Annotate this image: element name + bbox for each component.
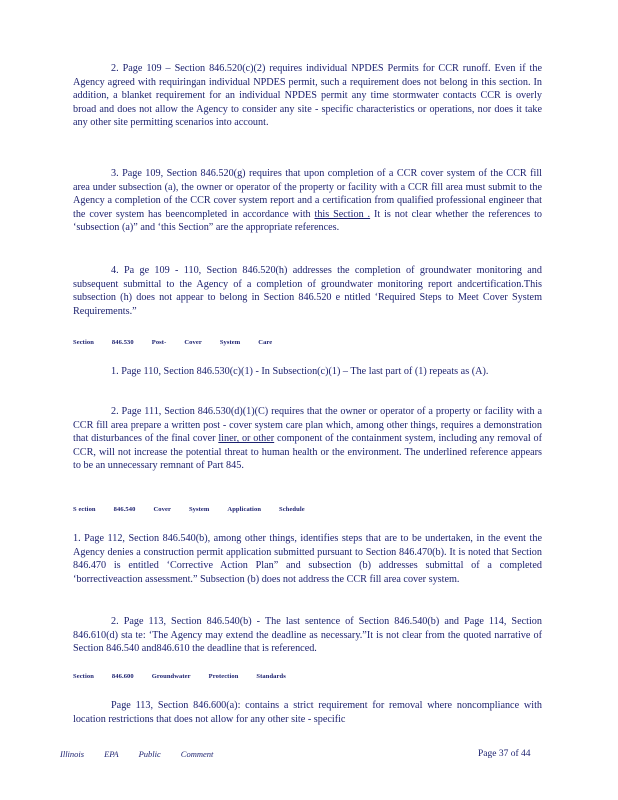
section-heading-846-600 [73,673,304,680]
heading-word: Protection [208,673,239,680]
heading-word: Cover [153,506,171,513]
section-530-item-1: 1. Page 110, Section 846.530(c)(1) - In Subsection(c)(1) – The last part of (1) repeats as (A). [111,366,489,377]
heading-word: S ection [73,506,96,513]
heading-word: System [219,339,241,346]
heading-word: 846.540 [113,506,136,513]
section-540-item-2: 2. Page 113, Section 846.540(b) - The last sentence of Section 846.540(b) and Page 114, Section 846.610(d) sta te: ‘The Agency may extend the deadline as necessary.”It is not clear from the quoted narrative of Section 846.540 and846.610 the deadline that is referenced. [73,616,542,655]
heading-word: Post- [151,339,167,346]
heading-word: Care [258,339,273,346]
heading-word: Section [73,339,94,346]
section-heading-846-540 [73,506,323,513]
section-530-item-2-underlined-text: liner, or other [218,433,275,445]
heading-word: System [188,506,210,513]
section-heading-846-530 [73,339,290,346]
heading-word: Groundwater [151,673,191,680]
heading-word: Section [73,673,94,680]
paragraph-item-4: 4. Pa ge 109 - 110, Section 846.520(h) addresses the completion of groundwater monitoring and subsequent submittal to the Agency of a completion of groundwater monitoring report andcertification.This subsection (h) does not appear to belong in Section 846.520 e ntitled ‘Required Steps to Meet Cover System Requirements.” [73,265,542,317]
page-number: Page 37 of 44 [478,749,531,759]
footer-word: Public [138,749,161,759]
footer-word: Comment [180,749,214,759]
heading-word: 846.530 [111,339,134,346]
section-530-item-2-text-b: component of the containment system, including any removal of CCR, will not increase the potential threat to human health or the environment. The underlined reference appears to be an unnecessary remnant of Part 845. [73,433,542,472]
heading-word: Cover [184,339,202,346]
section-530-item-2 [73,405,542,473]
section-600-item-1: Page 113, Section 846.600(a): contains a strict requirement for removal where noncompliance with location restrictions that does not allow for any other site - specific [73,700,542,725]
heading-word: Schedule [279,506,305,513]
section-530-item-2-text-a: 2. Page 111, Section 846.530(d)(1)(C) requires that the owner or operator of a property or facility with a CCR fill area prepare a written post - cover system care plan which, among other things, requires a demonstration that disturbances of the final cover [73,406,542,445]
footer-word: EPA [104,749,119,759]
paragraph-3-underlined-text: this Section . [314,208,371,220]
footer-word: Illinois [60,749,85,759]
heading-word: 846.600 [111,673,134,680]
heading-word: Standards [256,673,286,680]
paragraph-3-text-b: It is not clear whether the references to ‘subsection (a)” and ‘this Section” are the appropriate references. [73,208,542,234]
paragraph-item-3 [73,167,542,235]
heading-word: Application [227,506,262,513]
paragraph-item-2: 2. Page 109 – Section 846.520(c)(2) requires individual NPDES Permits for CCR runoff. Even if the Agency agreed with requiringan individual NPDES permit, such a requirement does not belong in this section. In addition, a blanket requirement for an individual NPDES permit any time stormwater contacts CCR is overly broad and does not allow the Agency to consider any site - specific characteristics or operations, nor does it take any other site permitting scenarios into account. [73,63,542,129]
footer-left [60,749,233,759]
paragraph-3-text-a: 3. Page 109, Section 846.520(g) requires that upon completion of a CCR cover system of the CCR fill area under subsection (a), the owner or operator of the property or facility with a CCR fill area must submit to the Agency a completion of the CCR cover system report and a certification from qualified professional engineer that the cover system has beencompleted in accordance with [73,168,542,220]
section-540-item-1: 1. Page 112, Section 846.540(b), among other things, identifies steps that are to be undertaken, in the event the Agency denies a construction permit application submitted pursuant to Section 846.470(b). It is noted that Section 846.470 is entitled ‘Corrective Action Plan” and subsection (b) addresses submittal of a completed ‘borrectiveaction assessment.” Subsection (b) does not address the CCR fill area cover system. [73,533,542,585]
